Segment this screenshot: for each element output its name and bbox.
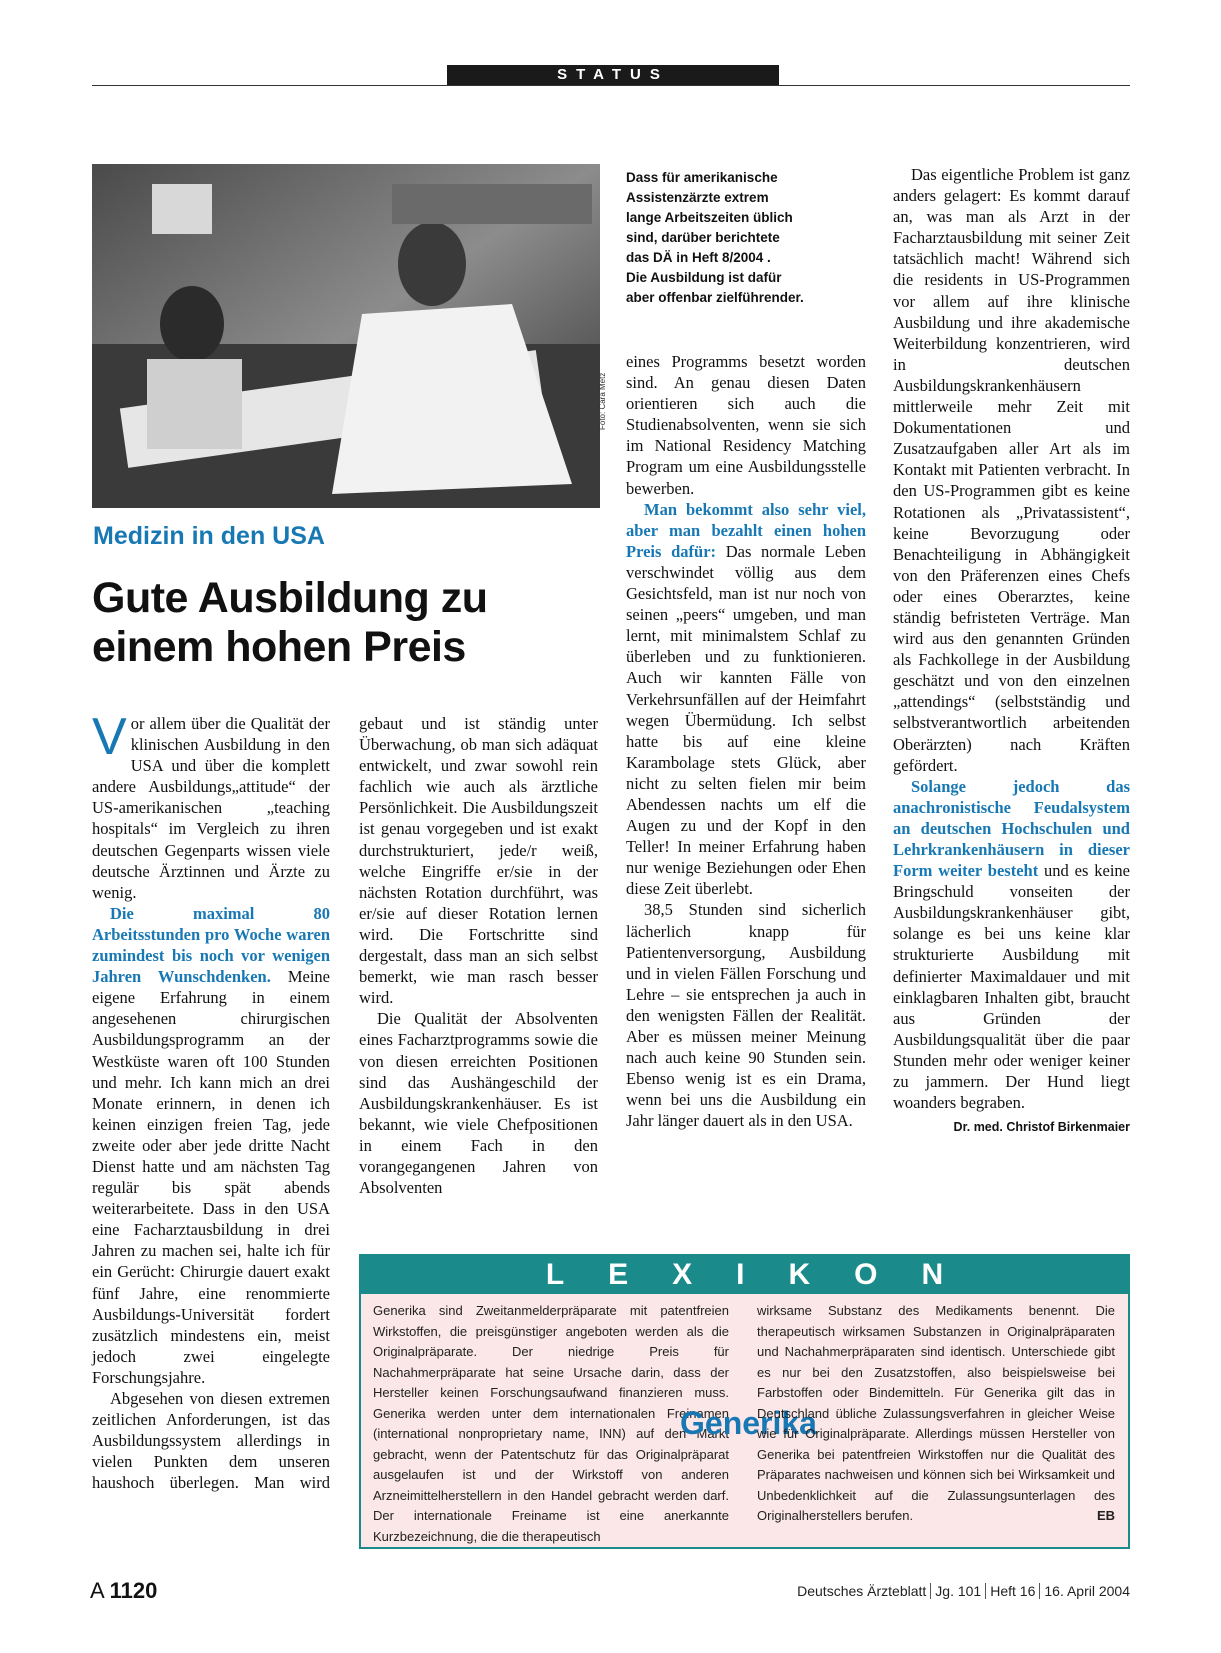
article-headline: Gute Ausbildung zu einem hohen Preis [92, 574, 488, 671]
lead-in-highlight: Die maximal 80 Arbeitsstunden pro Woche waren zumindest bis noch vor wenigen Jahren Wunschdenken. [92, 903, 330, 987]
article-kicker: Medizin in den USA [93, 522, 325, 550]
issue-date: 16. April 2004 [1044, 1583, 1130, 1599]
header-rule [92, 85, 1130, 86]
footer-citation [797, 1583, 1130, 1599]
doctors-photo-illustration [92, 164, 600, 508]
separator [930, 1583, 931, 1599]
lexikon-right-body: wirksame Substanz des Medikaments benennt. Die therapeutisch wirksamen Substanzen in Originalpräparaten und Nachahmerpräparaten sind identisch. Unterschiede gibt es nur bei den Zusatzstoffen, also beispielsweise bei Farbstoffen oder Bindemitteln. Für Generika gilt das in Deutschland übliche Zulassungsverfahren in gleicher Weise wie für Originalpräparate. Allerdings müssen Hersteller von Generika bei patentfreien Wirkstoffen nur die Qualität des Präparates nachweisen und können sich bei Wirksamkeit und Unbedenklichkeit auf die Zulassungsunterlagen des Originalherstellers berufen. [757, 1303, 1115, 1523]
lead-in-highlight-3: Solange jedoch das anachronistische Feudalsystem an deutschen Hochschulen und Lehrkrankenhäusern in dieser Form weiter besteht [893, 776, 1130, 881]
lexikon-title: LEXIKON [361, 1256, 1128, 1294]
paragraph-experience: Meine eigene Erfahrung in einem angesehenen chirurgischen Ausbildungsprogramm an der Westküste waren oft 100 Stunden und mehr. Ich kann mich an drei Monate erinnern, in denen ich keinen einzigen freien Tag, jede zweite oder aber jede dritte Nacht Dienst hatte und am nächsten Tag regulär bis spät abends weiterarbeitete. Dass in den USA eine Facharztausbildung in drei Jahren zu machen sei, halte ich für ein Gerücht: Chirurgie dauert exakt fünf Jahre, eine renommierte Ausbildungs-Universität fordert zusätzlich mindestens ein, meist jedoch zwei eingelegte Forschungsjahre. [92, 967, 331, 1387]
page-number-value: 1120 [109, 1578, 158, 1603]
paragraph-system-cont: gebaut und ist ständig unter Überwachung, ob man sich adäquat entwickelt, und zwar sowohl rein fachlich wie auch als ärztliche Persönlichkeit. Die Ausbildungszeit ist genau vorgegeben und ist exakt durchstrukturiert, jede/r weiß, welche Eingriffe er/sie in der nächsten Rotation durchführt, was er/sie auf dieser Rotation lernen wird. Die Fortschritte sind dergestalt, dass man an sich selbst bemerkt, wie man rasch besser wird. [359, 714, 598, 1008]
lexikon-term: Generika [680, 1405, 817, 1441]
lexikon-text-right [757, 1301, 1115, 1527]
issue: Heft 16 [990, 1583, 1036, 1599]
paragraph-hours: 38,5 Stunden sind sicherlich lächerlich knapp für Patientenversorgung, Ausbildung und in vielen Fällen Forschung und Lehre – sie entsprechen ja auch in den wenigsten Fällen der Realität. Aber es müssen meiner Meinung nach auch keine 90 Stunden sein. Ebenso wenig ist es ein Drama, wenn bei uns die Ausbildung ein Jahr länger dauert als in den USA. [626, 900, 866, 1131]
separator [985, 1583, 986, 1599]
volume: Jg. 101 [935, 1583, 982, 1599]
separator [1039, 1583, 1040, 1599]
page-number [90, 1578, 157, 1604]
page-prefix: A [90, 1578, 104, 1603]
journal-name: Deutsches Ärzteblatt [797, 1583, 927, 1599]
drop-cap: V [92, 708, 127, 766]
lead-in-highlight-2: Man bekommt also sehr viel, aber man bezahlt einen hohen Preis dafür: [626, 499, 866, 561]
paragraph-price: Das normale Leben verschwindet völlig aus dem Gesichtsfeld, man ist nur noch von seinen „peers“ umgeben, und man lernt, mit minimalstem Schlaf zu überleben und zu funktionieren. Auch wir kannten Fälle von Verkehrsunfällen auf der Heimfahrt wegen Übermüdung. Ich selbst hatte bis auf eine kleine Karambolage stets Glück, aber nicht zu selten fielen mir beim Abendessen nachts um elf die Augen zu und der Kopf in den Teller! In meiner Erfahrung haben nur wenige Beziehungen oder Ehen diese Zeit überlebt. [626, 541, 866, 899]
lexikon-text-left: Generika sind Zweitanmelderpräparate mit patentfreien Wirkstoffen, die preisgünstiger angeboten werden als die Originalpräparate. Der niedrige Preis für Nachahmerpräparate hat seine Ursache darin, dass der Hersteller keinen Forschungsaufwand finanzieren muss. Generika werden unter dem internationalen Freinamen (international nonproprietary name, INN) auf den Markt gebracht, wenn der Patentschutz für das Originalpräparat ausgelaufen ist und der Wirkstoff von anderen Arzneimittelherstellern in den Handel gebracht werden darf. Der internationale Freiname ist eine anerkannte Kurzbezeichnung, die die therapeutisch [373, 1303, 729, 1544]
article-photo [92, 164, 600, 508]
photo-credit: Foto: Cara Metz [598, 372, 607, 430]
paragraph-quality: Die Qualität der Absolventen eines Facharztprogramms sowie die von diesen erreichten Positionen sind das Aushängeschild der Ausbildungskrankenhäuser. Es ist bekannt, wie viele Chefpositionen in einem Fach in den vorangegangenen Jahren von Absolventen [359, 1009, 598, 1198]
article-column-1 [92, 708, 331, 1496]
section-label: STATUS [447, 65, 779, 85]
article-column-4 [893, 164, 1130, 1138]
photo-caption: Dass für amerikanische Assistenzärzte extrem lange Arbeitszeiten üblich sind, darüber berichtete das DÄ in Heft 8/2004 . Die Ausbildung ist dafür aber offenbar zielführender. [626, 170, 804, 305]
author-name: Dr. med. Christof Birkenmaier [953, 1120, 1130, 1135]
article-column-2 [359, 713, 598, 1198]
paragraph-conclusion: und es keine Bringschuld vonseiten der Ausbildungskrankenhäuser gibt, solange es bei uns keine klar strukturierte Ausbildung mit definierter Maximaldauer und mit einklagbaren Inhalten gibt, braucht aus Gründen der Ausbildungsqualität über die paar Stunden mehr oder weniger keiner zu jammern. Der Hund liegt woanders begraben. [893, 861, 1130, 1113]
paragraph-intro: or allem über die Qualität der klinischen Ausbildung in den USA und über die komplett andere Ausbildungs„attitude“ der US-amerikanischen „teaching hospitals“ im Vergleich zu ihren deutschen Gegenparts wissen viele deutsche Ärztinnen und Ärzte zu wenig. [92, 714, 330, 902]
lexikon-signature: EB [1096, 1508, 1115, 1523]
paragraph-system: Abgesehen von diesen extremen zeitlichen Anforderungen, ist das Ausbildungssystem allerdings in vielen Punkten dem unseren haushoch überlegen. Man wird [92, 1389, 330, 1493]
paragraph-problem: Das eigentliche Problem ist ganz anders gelagert: Es kommt darauf an, was man als Arzt in der Facharztausbildung mit seiner Zeit tatsächlich macht! Während sich die residents in US-Programmen vor allem auf ihre klinische Ausbildung und ihre akademische Weiterbildung konzentrieren, wird in deutschen Ausbildungskrankenhäusern mittlerweile mehr Zeit mit Dokumentationen und Zusatzaufgaben aller Art als im Kontakt mit Patienten verbracht. In den US-Programmen gibt es keine Rotationen als „Privatassistent“, keine Bevorzugung oder Benachteiligung in Abhängigkeit von den Präferenzen eines Chefs oder eines Oberarztes, keine ständig befristeten Verträge. Man wird aus den genannten Gründen als Fachkollege in der Ausbildung geschätzt und von den einzelnen „attendings“ (selbstständig und selbstverantwortlich arbeitenden Oberärzten) nach Kräften gefördert. [893, 165, 1130, 775]
paragraph-quality-cont: eines Programms besetzt worden sind. An genau diesen Daten orientieren sich auch die Studienabsolventen, wenn sie sich im National Residency Matching Program um eine Ausbildungsstelle bewerben. [626, 352, 866, 498]
article-column-3 [626, 351, 866, 1131]
